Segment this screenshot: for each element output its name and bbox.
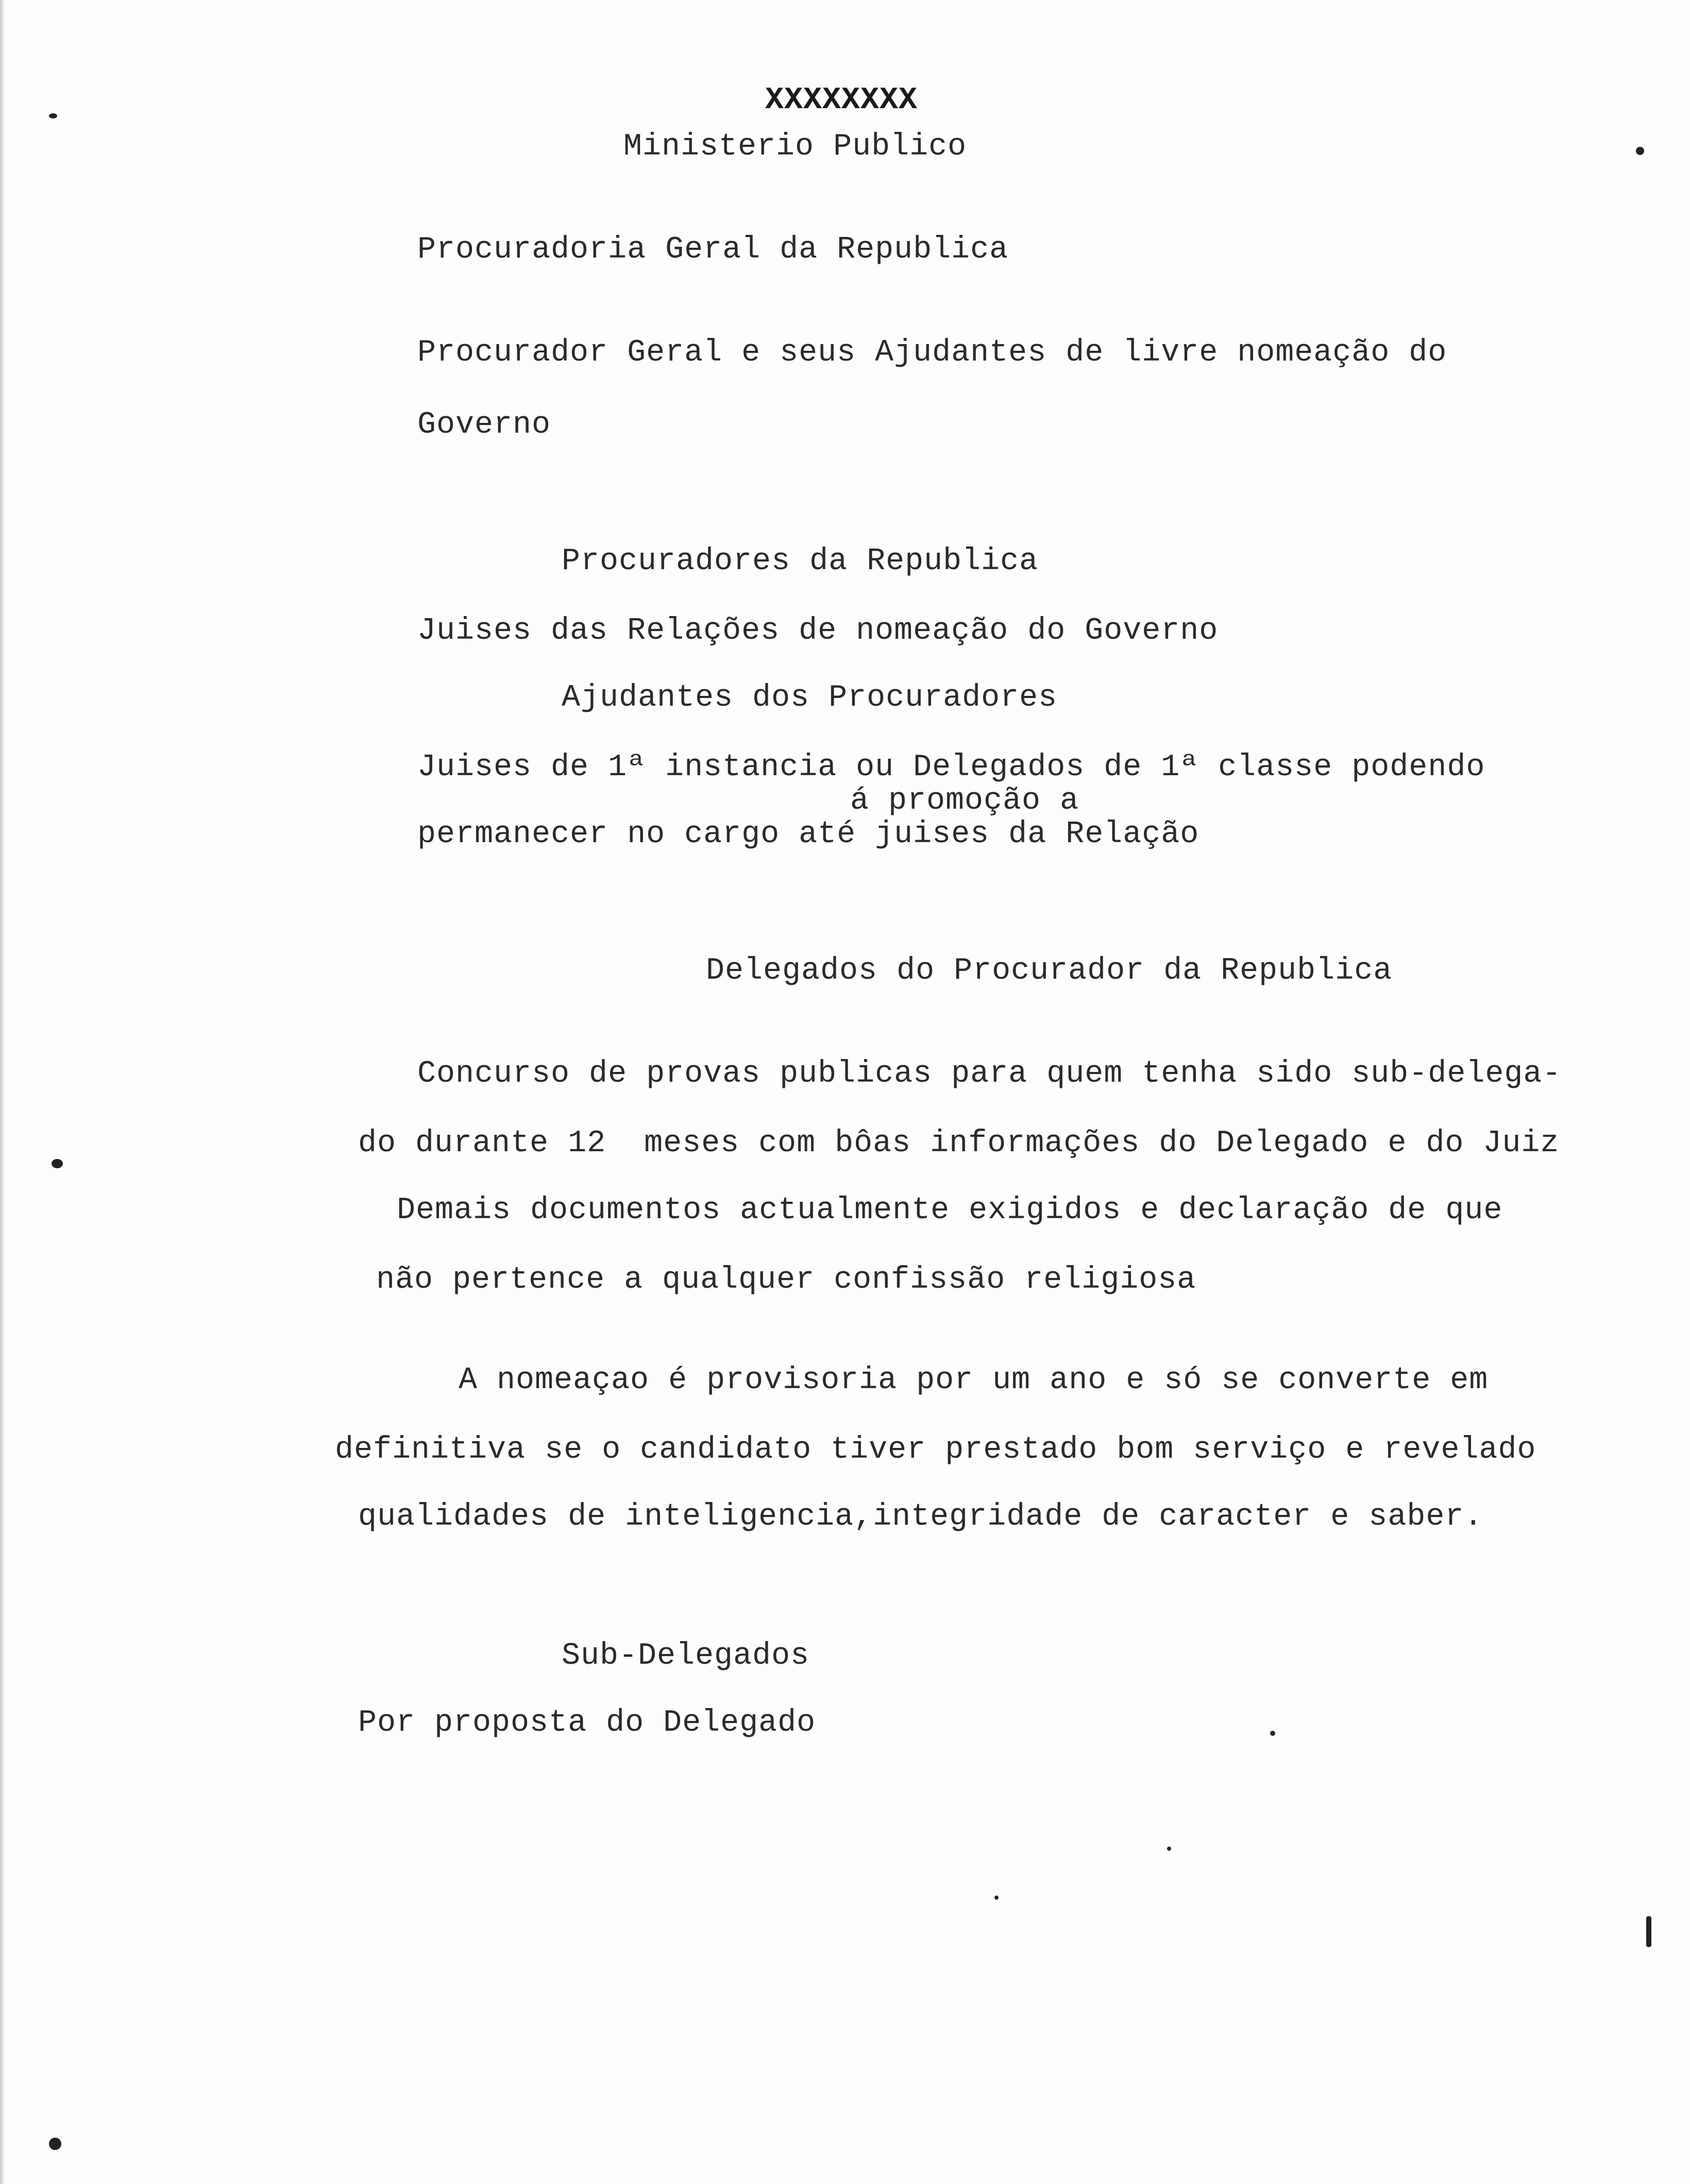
section2-text: Juises das Relações de nomeação do Governo: [417, 613, 1219, 649]
section2-text-line1: Juises de 1ª instancia ou Delegados de 1ª classe podendo: [417, 750, 1485, 785]
section1-heading: Procuradoria Geral da Republica: [417, 232, 1009, 267]
struck-heading: XXXXXXXX: [765, 83, 918, 118]
section2-subheading: Ajudantes dos Procuradores: [562, 680, 1058, 715]
ink-speck: [994, 1896, 999, 1900]
section2-insertion: á promoção a: [850, 783, 1079, 818]
section3-heading: Delegados do Procurador da Republica: [706, 953, 1393, 988]
section1-text-line1: Procurador Geral e seus Ajudantes de livre nomeação do: [417, 335, 1447, 370]
section3-para2-line3: qualidades de inteligencia,integridade de caracter e saber.: [358, 1499, 1483, 1534]
ink-speck: [49, 2138, 61, 2150]
ink-speck: [1646, 1916, 1651, 1947]
document-title: Ministerio Publico: [623, 129, 967, 164]
section3-para2-line2: definitiva se o candidato tiver prestado bom serviço e revelado: [335, 1432, 1536, 1468]
ink-speck: [1167, 1847, 1171, 1851]
ink-speck: [49, 113, 57, 118]
ink-speck: [1636, 147, 1644, 155]
section3-para2-line1: A nomeaçao é provisoria por um ano e só se converte em: [459, 1363, 1489, 1398]
section4-text: Por proposta do Delegado: [358, 1705, 816, 1741]
section3-para1-line2: do durante 12 meses com bôas informações do Delegado e do Juiz: [358, 1126, 1560, 1161]
ink-speck: [1270, 1731, 1275, 1736]
section4-heading: Sub-Delegados: [562, 1639, 810, 1674]
section3-para1-line1: Concurso de provas publicas para quem tenha sido sub-delega-: [417, 1056, 1562, 1091]
ink-speck: [52, 1159, 63, 1168]
section2-text-line2: permanecer no cargo até juises da Relação: [417, 817, 1199, 852]
section1-text-line2: Governo: [417, 407, 551, 442]
section3-para1-line4: não pertence a qualquer confissão religiosa: [376, 1262, 1196, 1298]
page-edge-shadow: [0, 0, 4, 2184]
section2-heading: Procuradores da Republica: [562, 544, 1039, 579]
section3-para1-line3: Demais documentos actualmente exigidos e declaração de que: [397, 1193, 1503, 1228]
